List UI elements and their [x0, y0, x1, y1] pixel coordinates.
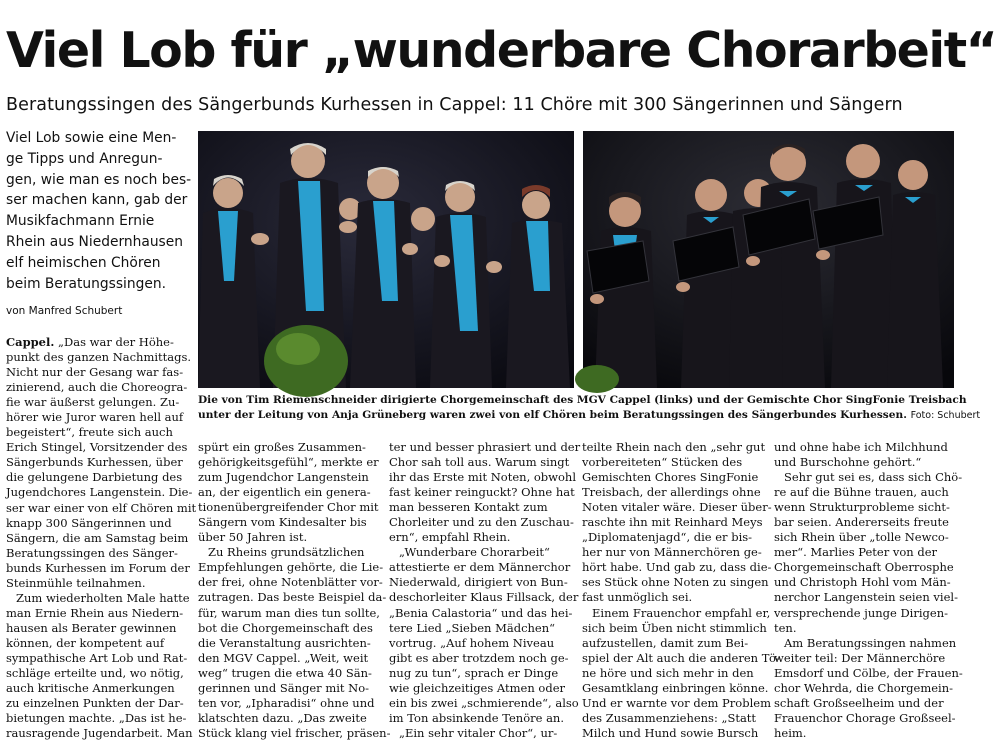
- text-line: klatschten dazu. „Das zweite: [198, 710, 367, 725]
- lead-line: Rhein aus Niedernhausen: [6, 233, 183, 250]
- lead-paragraph: [6, 128, 192, 294]
- text-line: chor Wehrda, die Chorgemein-: [774, 680, 954, 695]
- lead-line: ge Tipps und Anregun-: [6, 150, 163, 167]
- text-line: ern“, empfahl Rhein.: [389, 530, 511, 545]
- photo-singfonie-treisbach-image: [583, 131, 954, 388]
- text-line: ten.: [774, 620, 797, 635]
- photo-caption: [198, 393, 981, 423]
- text-line: punkt des ganzen Nachmittags.: [6, 350, 192, 365]
- text-line: Chorleiter und zu den Zuschau-: [389, 515, 574, 530]
- text-line: die Veranstaltung ausrichten-: [198, 635, 371, 650]
- lead-line: gen, wie man es noch bes-: [6, 171, 192, 188]
- text-line: zum Jugendchor Langenstein: [198, 470, 369, 485]
- text-line: [6, 335, 188, 350]
- dateline: Cappel.: [6, 335, 55, 349]
- text-line: begeistert“, freute sich auch: [6, 425, 173, 440]
- text-line: bar seien. Andererseits freute: [774, 515, 949, 530]
- text-line: sympathische Art Lob und Rat-: [6, 650, 188, 665]
- text-line: Sängern vom Kindesalter bis: [198, 515, 367, 530]
- text-line: schläge erteilte und, wo nötig,: [6, 666, 184, 681]
- text-line: zutragen. Das beste Beispiel da-: [198, 590, 387, 605]
- lead-line: Musikfachmann Ernie: [6, 213, 155, 230]
- lead-line: beim Beratungssingen.: [6, 275, 166, 292]
- text-line: Stück klang viel frischer, präsen-: [198, 725, 391, 740]
- photo-mgv-cappel-image: [198, 131, 574, 388]
- text-line: ser war einer von elf Chören mit: [6, 500, 197, 515]
- text-line: mer“. Marlies Peter von der: [774, 545, 937, 560]
- text-line: zu einzelnen Punkten der Dar-: [6, 696, 184, 711]
- text-line: Chorgemeinschaft Oberrosphe: [774, 560, 954, 575]
- text-line: Sängern, die am Samstag beim: [6, 530, 189, 545]
- body-column-1: [6, 335, 197, 741]
- text-line: sich Rhein über „tolle Newco-: [774, 530, 949, 545]
- text-line: vorbereiteten“ Stücken des: [582, 455, 743, 470]
- text-line: sich beim Üben nicht stimmlich: [582, 620, 767, 635]
- text-line: Einem Frauenchor empfahl er,: [592, 605, 771, 620]
- text-line: der frei, ohne Notenblätter vor-: [198, 575, 383, 590]
- text-line: weiter teil: Der Männerchöre: [774, 650, 946, 665]
- headline: Viel Lob für „wunderbare Chorarbeit“: [6, 22, 996, 79]
- text-line: Niederwald, dirigiert von Bun-: [389, 575, 568, 590]
- text-line: hörer wie Juror waren hell auf: [6, 410, 184, 425]
- text-line: teilte Rhein nach den „sehr gut: [582, 440, 766, 454]
- text-line: her nur von Männerchören ge-: [582, 545, 762, 560]
- lead-line: elf heimischen Chören: [6, 254, 161, 271]
- text-line: deschorleiter Klaus Fillsack, der: [389, 590, 579, 605]
- caption-text: unter der Leitung von Anja Grüneberg waren zwei von elf Chören beim Beratungssingen des Sängerbundes Kurhessen.: [198, 409, 907, 421]
- text-line: spiel der Alt auch die anderen Tö-: [582, 650, 780, 665]
- text-line: hört habe. Und gab zu, dass die-: [582, 560, 772, 575]
- text-line: heim.: [774, 725, 807, 740]
- text-line: tionenübergreifender Chor mit: [198, 500, 379, 515]
- text-line: attestierte er dem Männerchor: [389, 560, 571, 575]
- text-line: „Ein sehr vitaler Chor“, ur-: [399, 725, 558, 740]
- text-line: fast keiner reinguckt? Ohne hat: [389, 485, 575, 500]
- text-line: weg“ trugen die etwa 40 Sän-: [198, 665, 372, 680]
- text-line: ein bis zwei „schmierende“, also: [389, 695, 579, 710]
- text-line: bietungen machte. „Das ist he-: [6, 711, 187, 726]
- text-line: man Ernie Rhein aus Niedern-: [6, 605, 184, 620]
- text-line: Gemischten Chores SingFonie: [582, 470, 759, 485]
- text-line: Zu Rheins grundsätzlichen: [208, 545, 365, 560]
- text-line: „Benia Calastoria“ und das hei-: [389, 605, 573, 620]
- text-line: gibt es aber trotzdem noch ge-: [389, 650, 569, 665]
- body-column-4: [582, 440, 780, 741]
- text-line: re auf die Bühne trauen, auch: [774, 485, 949, 500]
- text-line: Treisbach, der allerdings ohne: [582, 485, 761, 500]
- text-line: ter und besser phrasiert und der: [389, 440, 581, 454]
- text-line: ne höre und sich mehr in den: [582, 665, 754, 680]
- text-line: Jugendchores Langenstein. Die-: [6, 485, 193, 500]
- text-line: Am Beratungssingen nahmen: [784, 635, 957, 650]
- text-line: des Zusammenziehens: „Statt: [582, 710, 757, 725]
- text-line: Milch und Hund sowie Bursch: [582, 725, 759, 740]
- text-line: Frauenchor Chorage Großseel-: [774, 710, 956, 725]
- text-line: an, der eigentlich ein genera-: [198, 485, 371, 500]
- text-line: Nicht nur der Gesang war fas-: [6, 365, 184, 380]
- body-column-2: [198, 440, 391, 741]
- text-line: nug zu tun“, sprach er Dinge: [389, 665, 559, 680]
- text-line: „Wunderbare Chorarbeit“: [399, 545, 550, 560]
- text-line: bunds Kurhessen im Forum der: [6, 560, 190, 575]
- text-line: hausen als Berater gewinnen: [6, 620, 177, 635]
- text-line: tere Lied „Sieben Mädchen“: [389, 620, 556, 635]
- text-fragment: „Das war der Höhe-: [54, 335, 174, 349]
- lead-line: Viel Lob sowie eine Men-: [6, 130, 177, 146]
- caption-line: [198, 408, 981, 423]
- text-line: können, der kompetent auf: [6, 635, 165, 650]
- text-line: ihr das Erste mit Noten, obwohl: [389, 470, 577, 485]
- text-line: Und er warnte vor dem Problem: [582, 695, 771, 710]
- text-line: bot die Chorgemeinschaft des: [198, 620, 373, 635]
- text-line: fast unmöglich sei.: [582, 590, 693, 605]
- text-line: auch kritische Anmerkungen: [6, 681, 175, 696]
- text-line: Noten vitaler wäre. Dieser über-: [582, 500, 772, 515]
- text-line: Chor sah toll aus. Warum singt: [389, 455, 570, 470]
- text-line: und ohne habe ich Milchhund: [774, 440, 948, 454]
- text-line: wie gleichzeitiges Atmen oder: [389, 680, 566, 695]
- lead-line: ser machen kann, gab der: [6, 192, 188, 209]
- text-line: wenn Strukturprobleme sicht-: [774, 500, 950, 515]
- text-line: gerinnen und Sänger mit No-: [198, 680, 370, 695]
- text-line: Steinmühle teilnahmen.: [6, 575, 146, 590]
- text-line: Empfehlungen gehörte, die Lie-: [198, 560, 384, 575]
- text-line: man besseren Kontakt zum: [389, 500, 548, 515]
- text-line: aufzustellen, damit zum Bei-: [582, 635, 749, 650]
- photo-singfonie-treisbach: [583, 131, 954, 388]
- text-line: vortrug. „Auf hohem Niveau: [389, 635, 555, 650]
- text-line: und Burschohne gehört.“: [774, 455, 922, 470]
- text-line: für, warum man dies tun sollte,: [198, 605, 380, 620]
- text-line: Gesamtklang einbringen könne.: [582, 680, 769, 695]
- text-line: nerchor Langenstein seien viel-: [774, 590, 958, 605]
- text-line: „Diplomatenjagd“, die er bis-: [582, 530, 753, 545]
- text-line: über 50 Jahren ist.: [198, 530, 308, 545]
- text-line: Beratungssingen des Sänger-: [6, 545, 178, 560]
- text-line: spürt ein großes Zusammen-: [198, 440, 366, 454]
- text-line: knapp 300 Sängerinnen und: [6, 515, 172, 530]
- photo-mgv-cappel: [198, 131, 574, 388]
- text-line: fie war äußerst gelungen. Zu-: [6, 395, 180, 410]
- text-line: den MGV Cappel. „Weit, weit: [198, 650, 369, 665]
- text-line: ten vor, „Ipharadisi“ ohne und: [198, 695, 375, 710]
- text-line: rausragende Jugendarbeit. Man: [6, 726, 193, 741]
- text-line: im Ton absinkende Tenöre an.: [389, 710, 564, 725]
- text-line: die gelungene Darbietung des: [6, 470, 183, 485]
- text-line: schaft Großseelheim und der: [774, 695, 944, 710]
- text-line: zinierend, auch die Choreogra-: [6, 380, 188, 395]
- text-line: gehörigkeitsgefühl“, merkte er: [198, 455, 379, 470]
- text-line: Emsdorf und Cölbe, der Frauen-: [774, 665, 963, 680]
- body-column-5: [774, 440, 963, 741]
- body-column-3: [389, 440, 581, 741]
- text-line: Zum wiederholten Male hatte: [16, 590, 190, 605]
- text-line: ses Stück ohne Noten zu singen: [582, 575, 769, 590]
- subheadline: Beratungssingen des Sängerbunds Kurhessen in Cappel: 11 Chöre mit 300 Sängerinnen und Sängern: [6, 95, 903, 115]
- text-line: Sehr gut sei es, dass sich Chö-: [784, 470, 963, 485]
- text-line: Erich Stingel, Vorsitzender des: [6, 440, 188, 455]
- photo-credit: Foto: Schubert: [910, 410, 981, 421]
- text-line: versprechende junge Dirigen-: [774, 605, 948, 620]
- byline: von Manfred Schubert: [6, 305, 123, 317]
- text-line: Sängerbunds Kurhessen, über: [6, 455, 183, 470]
- text-line: raschte ihn mit Reinhard Meys: [582, 515, 763, 530]
- text-line: und Christoph Hohl vom Män-: [774, 575, 951, 590]
- caption-line: Die von Tim Riemenschneider dirigierte Chorgemeinschaft des MGV Cappel (links) und der Gemischte Chor SingFonie Treisbach: [198, 394, 967, 406]
